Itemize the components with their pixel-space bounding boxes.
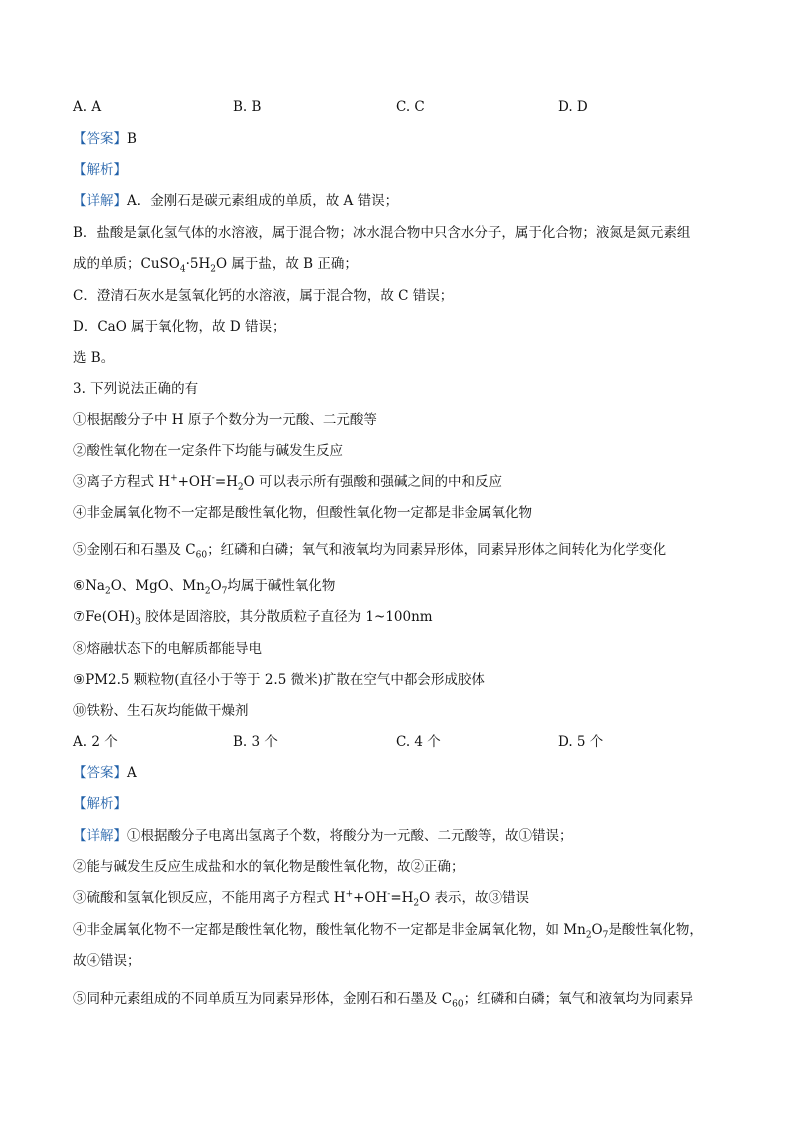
q3-detail-line-1 bbox=[73, 827, 573, 845]
subscript: 2 bbox=[210, 264, 216, 275]
q2-detail-line-5: D．CaO 属于氧化物，故 D 错误； bbox=[73, 319, 286, 335]
detail-text: ④非金属氧化物不一定都是酸性氧化物，酸性氧化物不一定都是非金属氧化物，如 Mn bbox=[73, 922, 586, 938]
q2-detail-line-2: B．盐酸是氯化氢气体的水溶液，属于混合物；冰水混合物中只含水分子，属于化合物；液氮是氮元素组 bbox=[73, 225, 691, 241]
answer-value: A bbox=[127, 765, 137, 781]
q3-detail-line-2: ②能与碱发生反应生成盐和水的氧化物是酸性氧化物，故②正确； bbox=[73, 859, 465, 875]
superscript: + bbox=[170, 473, 178, 484]
q3-detail-line-5: 故④错误； bbox=[73, 953, 141, 969]
q2-option-d: D. D bbox=[558, 99, 588, 115]
subscript: 7 bbox=[602, 930, 609, 941]
subscript: 60 bbox=[195, 550, 208, 561]
superscript: - bbox=[211, 473, 215, 484]
q3-stem: 3. 下列说法正确的有 bbox=[73, 381, 199, 397]
detail-text: O 属于盐，故 B 正确； bbox=[215, 256, 358, 272]
q3-option-a: A. 2 个 bbox=[73, 734, 118, 750]
detail-text: A．金刚石是碳元素组成的单质，故 A 错误； bbox=[127, 193, 399, 209]
superscript: + bbox=[345, 889, 354, 900]
subscript: 60 bbox=[452, 999, 464, 1010]
q3-option-b: B. 3 个 bbox=[233, 734, 278, 750]
superscript: - bbox=[387, 889, 391, 900]
detail-text: ·5H bbox=[185, 256, 211, 272]
detail-text: O 表示，故③错误 bbox=[419, 890, 530, 906]
statement-text: 均属于碱性氧化物 bbox=[227, 578, 336, 594]
q3-statement-9: ⑨PM2.5 颗粒物(直径小于等于 2.5 微米)扩散在空气中都会形成胶体 bbox=[73, 672, 485, 688]
answer-tag: 【答案】 bbox=[73, 131, 127, 147]
statement-text: ；红磷和白磷；氧气和液氧均为同素异形体，同素异形体之间转化为化学变化 bbox=[207, 542, 667, 558]
q2-option-c: C. C bbox=[396, 99, 425, 115]
q3-statement-7 bbox=[73, 608, 433, 626]
q3-option-c: C. 4 个 bbox=[396, 734, 441, 750]
subscript: 2 bbox=[204, 586, 211, 597]
detail-text: +OH bbox=[353, 890, 388, 906]
subscript: 2 bbox=[585, 930, 592, 941]
subscript: 2 bbox=[413, 898, 420, 909]
q3-detail-line-4 bbox=[73, 921, 703, 939]
subscript: 3 bbox=[135, 617, 141, 628]
q3-statement-1: ①根据酸分子中 H 原子个数分为一元酸、二元酸等 bbox=[73, 412, 377, 428]
q2-detail-line-6: 选 B。 bbox=[73, 350, 115, 366]
q3-statement-4: ④非金属氧化物不一定都是酸性氧化物，但酸性氧化物一定都是非金属氧化物 bbox=[73, 505, 532, 521]
q3-statement-3 bbox=[73, 473, 502, 491]
q3-statement-10: ⑩铁粉、生石灰均能做干燥剂 bbox=[73, 703, 249, 719]
q2-answer bbox=[73, 130, 137, 148]
q3-statement-5 bbox=[73, 541, 666, 559]
q3-detail-line-3 bbox=[73, 889, 529, 907]
answer-tag: 【答案】 bbox=[73, 765, 127, 781]
detail-text: 是酸性氧化物， bbox=[608, 922, 703, 938]
detail-text: O bbox=[591, 922, 603, 938]
q3-detail-line-6 bbox=[73, 990, 693, 1008]
analysis-tag: 【解析】 bbox=[73, 796, 127, 812]
q2-detail-line-4: C．澄清石灰水是氢氧化钙的水溶液，属于混合物，故 C 错误； bbox=[73, 288, 454, 304]
statement-text: 胶体是固溶胶，其分散质粒子直径为 1~100nm bbox=[140, 609, 433, 625]
statement-text: O、MgO、Mn bbox=[110, 578, 205, 594]
answer-value: B bbox=[127, 131, 137, 147]
detail-text: =H bbox=[390, 890, 414, 906]
statement-text: =H bbox=[214, 474, 238, 490]
statement-text: ⑥Na bbox=[73, 578, 105, 594]
statement-text: O bbox=[210, 578, 222, 594]
detail-tag: 【详解】 bbox=[73, 828, 127, 844]
statement-text: O 可以表示所有强酸和强碱之间的中和反应 bbox=[243, 474, 503, 490]
q3-analysis-heading bbox=[73, 795, 127, 813]
detail-text: ③硫酸和氢氧化钡反应，不能用离子方程式 H bbox=[73, 890, 346, 906]
statement-text: ⑦Fe(OH) bbox=[73, 609, 136, 625]
statement-text: ⑤金刚石和石墨及 C bbox=[73, 542, 196, 558]
subscript: 2 bbox=[104, 586, 111, 597]
detail-text: ①根据酸分子电离出氢离子个数，将酸分为一元酸、二元酸等，故①错误； bbox=[127, 828, 573, 844]
analysis-tag: 【解析】 bbox=[73, 162, 127, 178]
subscript: 7 bbox=[221, 586, 228, 597]
statement-text: ③离子方程式 H bbox=[73, 474, 171, 490]
detail-text: 成的单质；CuSO bbox=[73, 256, 180, 272]
subscript: 4 bbox=[179, 264, 186, 275]
statement-text: +OH bbox=[177, 474, 212, 490]
detail-text: ；红磷和白磷；氧气和液氧均为同素异 bbox=[463, 991, 694, 1007]
detail-tag: 【详解】 bbox=[73, 193, 127, 209]
q2-analysis-heading bbox=[73, 161, 127, 179]
q2-detail-line-3 bbox=[73, 255, 358, 273]
subscript: 2 bbox=[237, 482, 244, 493]
q3-option-d: D. 5 个 bbox=[558, 734, 604, 750]
detail-text: ⑤同种元素组成的不同单质互为同素异形体，金刚石和石墨及 C bbox=[73, 991, 453, 1007]
q3-statement-8: ⑧熔融状态下的电解质都能导电 bbox=[73, 641, 262, 657]
q3-statement-2: ②酸性氧化物在一定条件下均能与碱发生反应 bbox=[73, 443, 343, 459]
q3-answer bbox=[73, 764, 137, 782]
q2-option-a: A. A bbox=[73, 99, 102, 115]
q2-detail-line-1 bbox=[73, 192, 398, 210]
q3-statement-6 bbox=[73, 577, 335, 595]
q2-option-b: B. B bbox=[233, 99, 262, 115]
